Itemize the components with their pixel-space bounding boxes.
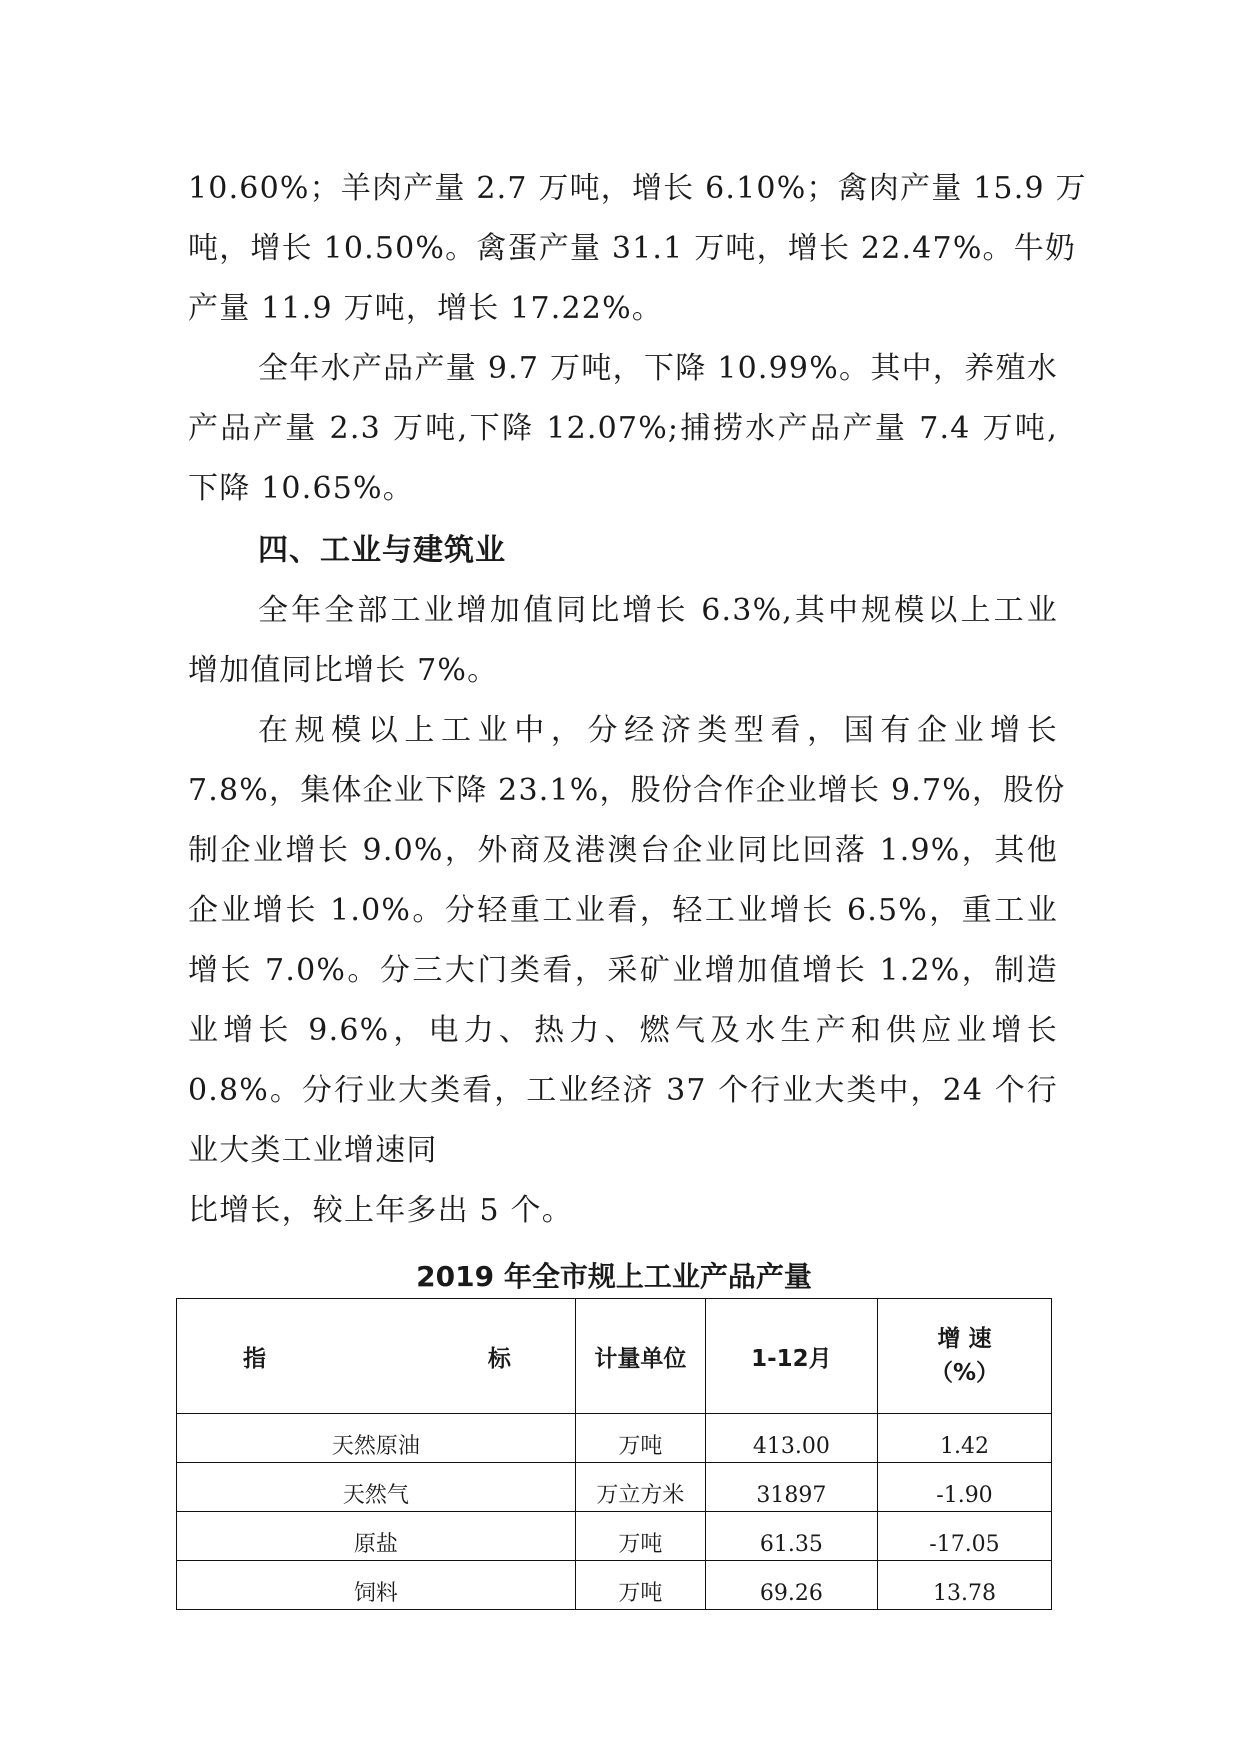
paragraph-line: 7.8%，集体企业下降 23.1%，股份合作企业增长 9.7%，股份: [188, 773, 1066, 808]
cell-value: 413.00: [705, 1414, 877, 1463]
paragraph-line: 企业增长 1.0%。分轻重工业看，轻工业增长 6.5%，重工业: [188, 893, 1058, 928]
cell-growth: -1.90: [877, 1463, 1051, 1512]
paragraph-line: 产量 11.9 万吨，增长 17.22%。: [188, 291, 663, 326]
header-indicator: [177, 1299, 576, 1414]
production-table: [176, 1298, 1052, 1610]
paragraph-line: 制企业增长 9.0%，外商及港澳台企业同比回落 1.9%，其他: [188, 833, 1058, 868]
paragraph-line: 增加值同比增长 7%。: [188, 653, 499, 688]
cell-unit: 万吨: [575, 1414, 705, 1463]
paragraph-line: 全年全部工业增加值同比增长 6.3%,其中规模以上工业: [258, 593, 1058, 628]
header-growth-line2: （%）: [929, 1360, 999, 1386]
cell-value: 31897: [705, 1463, 877, 1512]
paragraph-line: 增长 7.0%。分三大门类看，采矿业增加值增长 1.2%，制造: [188, 953, 1058, 988]
table-header-row: [177, 1299, 1052, 1414]
cell-value: 61.35: [705, 1512, 877, 1561]
paragraph-line: 业增长 9.6%，电力、热力、燃气及水生产和供应业增长: [188, 1013, 1058, 1048]
paragraph-line: 吨，增长 10.50%。禽蛋产量 31.1 万吨，增长 22.47%。牛奶: [188, 231, 1077, 266]
cell-growth: -17.05: [877, 1512, 1051, 1561]
table-row: [177, 1512, 1052, 1561]
paragraph-line: 产品产量 2.3 万吨,下降 12.07%;捕捞水产品产量 7.4 万吨,: [188, 411, 1058, 446]
header-indicator-b: 标: [487, 1345, 511, 1372]
cell-unit: 万吨: [575, 1561, 705, 1610]
table-row: [177, 1414, 1052, 1463]
cell-unit: 万吨: [575, 1512, 705, 1561]
paragraph-line: 全年水产品产量 9.7 万吨，下降 10.99%。其中，养殖水: [258, 351, 1058, 386]
paragraph-line: 业大类工业增速同: [188, 1133, 438, 1168]
cell-growth: 13.78: [877, 1561, 1051, 1610]
paragraph-line: 10.60%；羊肉产量 2.7 万吨，增长 6.10%；禽肉产量 15.9 万: [188, 171, 1087, 206]
table-title: 2019 年全市规上工业产品产量: [416, 1260, 812, 1293]
cell-name: 天然气: [177, 1463, 576, 1512]
header-period: 1-12月: [705, 1299, 877, 1414]
paragraph-line: 比增长，较上年多出 5 个。: [188, 1193, 573, 1228]
cell-name: 原盐: [177, 1512, 576, 1561]
paragraph-line: 在规模以上工业中，分经济类型看，国有企业增长: [258, 713, 1058, 748]
cell-name: 天然原油: [177, 1414, 576, 1463]
header-unit: 计量单位: [575, 1299, 705, 1414]
paragraph-line: 下降 10.65%。: [188, 471, 414, 506]
table-row: [177, 1561, 1052, 1610]
cell-name: 饲料: [177, 1561, 576, 1610]
table-row: [177, 1463, 1052, 1512]
header-growth-line1: 增 速: [937, 1326, 992, 1352]
paragraph-line: 0.8%。分行业大类看，工业经济 37 个行业大类中，24 个行: [188, 1073, 1058, 1108]
header-indicator-a: 指: [243, 1345, 266, 1372]
cell-value: 69.26: [705, 1561, 877, 1610]
cell-unit: 万立方米: [575, 1463, 705, 1512]
section-heading: 四、工业与建筑业: [258, 533, 506, 568]
cell-growth: 1.42: [877, 1414, 1051, 1463]
header-growth: [877, 1299, 1051, 1414]
